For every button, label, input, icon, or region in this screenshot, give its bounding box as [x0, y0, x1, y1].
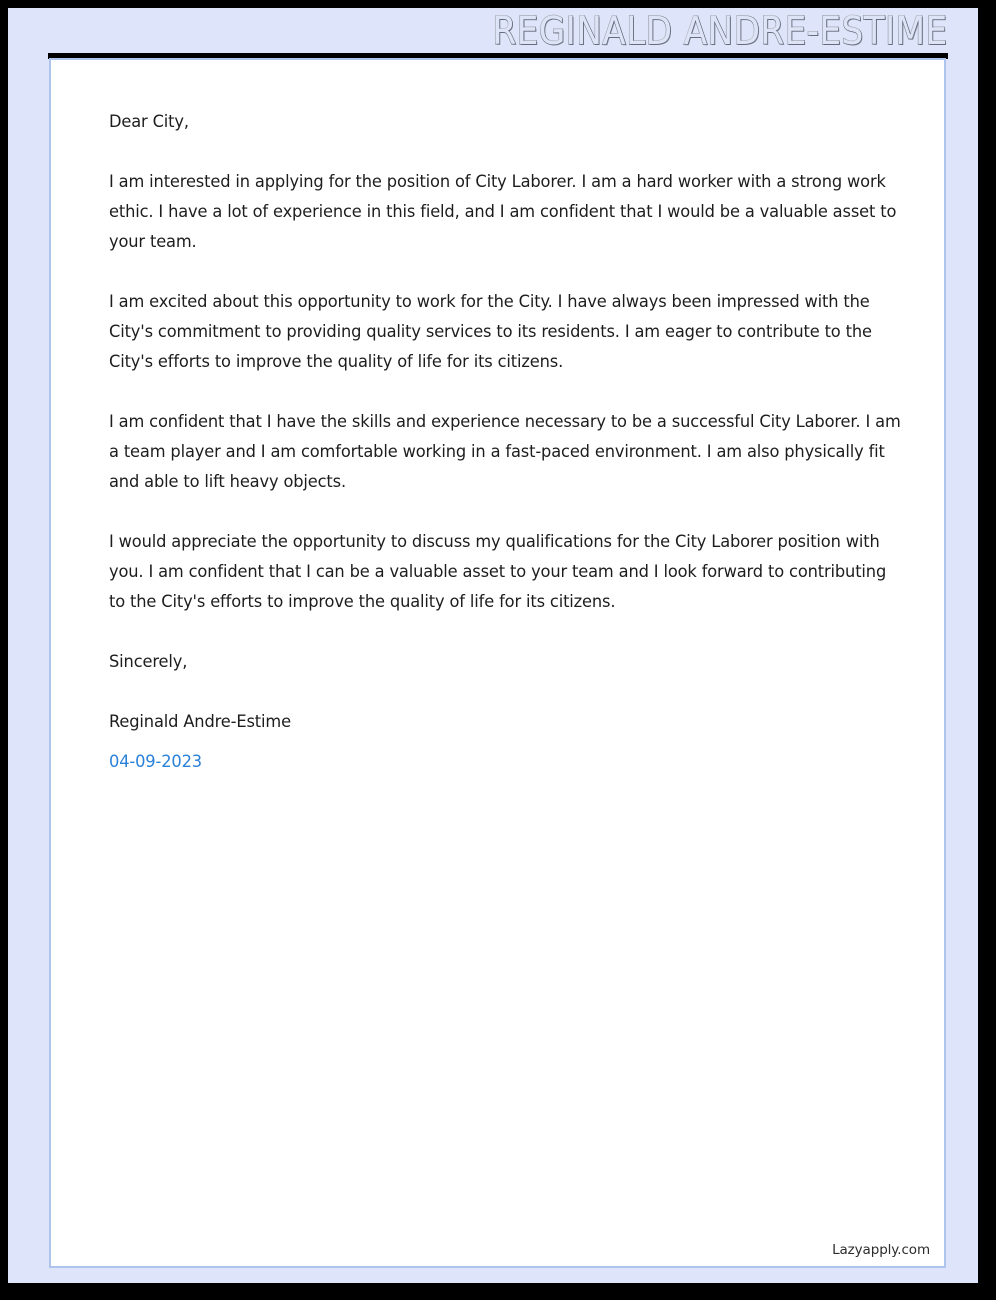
document-header — [8, 8, 978, 53]
letter-paragraph-2: I am excited about this opportunity to work for the City. I have always been impressed with the City's commitment to providing quality services to its residents. I am eager to contribute to the City's efforts to improve the quality of life for its citizens. — [109, 292, 872, 371]
letter-closing: Sincerely, — [109, 652, 188, 671]
letter-body — [109, 107, 914, 777]
footer-brand-label: Lazyapply.com — [832, 1242, 930, 1258]
signature-name: Reginald Andre-Estime — [109, 712, 291, 731]
letter-paragraph-1: I am interested in applying for the position of City Laborer. I am a hard worker with a strong work ethic. I have a lot of experience in this field, and I am confident that I would be a valuable asset to your team. — [109, 172, 897, 251]
letter-salutation: Dear City, — [109, 112, 189, 131]
letter-date: 04-09-2023 — [109, 752, 202, 771]
letter-paragraph-3: I am confident that I have the skills and experience necessary to be a successful City Laborer. I am a team player and I am comfortable working in a fast-paced environment. I am also physically fit and able to lift heavy objects. — [109, 412, 901, 491]
letter-paragraph-4: I would appreciate the opportunity to discuss my qualifications for the City Laborer position with you. I am confident that I can be a valuable asset to your team and I look forward to contributing to the City's efforts to improve the quality of life for its citizens. — [109, 532, 887, 611]
letter-sheet — [49, 58, 946, 1268]
page-title: REGINALD ANDRE-ESTIME — [492, 9, 948, 53]
cover-letter-page — [8, 8, 978, 1283]
